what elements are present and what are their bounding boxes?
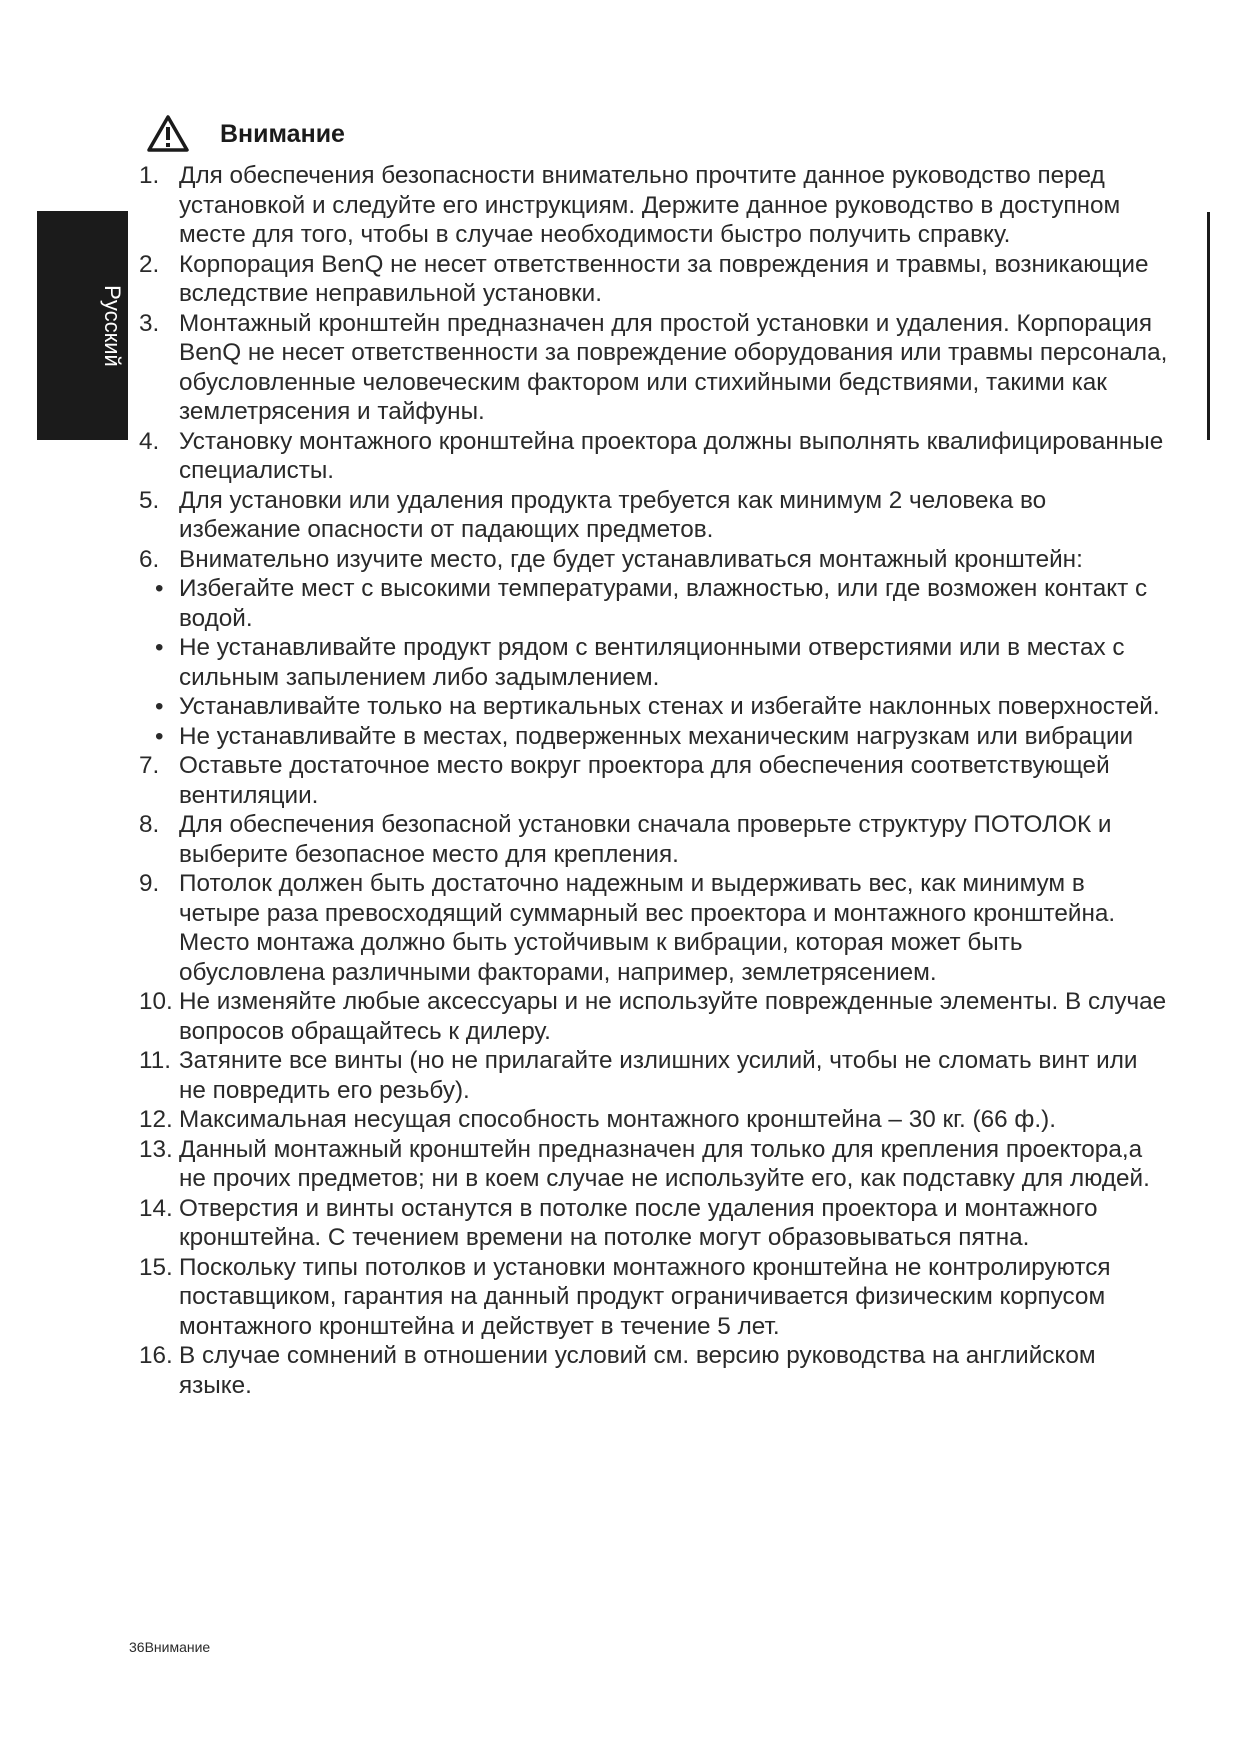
list-item: 10. Не изменяйте любые аксессуары и не используйте поврежденные элементы. В случае вопросов обращайтесь к дилеру.	[139, 988, 1167, 1045]
bullet-item: • Не устанавливайте в местах, подверженных механическим нагрузкам или вибрации	[139, 722, 1169, 752]
list-item: 8. Для обеспечения безопасной установки сначала проверьте структуру ПОТОЛОК и выберите безопасное место для крепления.	[139, 811, 1112, 868]
bullet-item: • Не устанавливайте продукт рядом с вентиляционными отверстиями или в местах с сильным запылением либо задымлением.	[139, 633, 1169, 692]
warning-triangle-icon	[146, 114, 190, 154]
list-item: 15. Поскольку типы потолков и установки монтажного кронштейна не контролируются поставщиком, гарантия на данный продукт ограничивается физическим корпусом монтажного кронштейна и действует в течение 5 лет.	[139, 1253, 1111, 1340]
list-item: 2. Корпорация BenQ не несет ответственности за повреждения и травмы, возникающие вследствие неправильной установки.	[139, 250, 1149, 307]
list-item: 5. Для установки или удаления продукта требуется как минимум 2 человека во избежание опасности от падающих предметов.	[139, 486, 1047, 543]
bullet-icon: •	[155, 693, 164, 720]
bullet-item: • Избегайте мест с высокими температурами, влажностью, или где возможен контакт с водой.	[139, 574, 1169, 633]
list-item: 7. Оставьте достаточное место вокруг проектора для обеспечения соответствующей вентиляции.	[139, 752, 1110, 809]
list-item: 4. Установку монтажного кронштейна проектора должны выполнять квалифицированные специалисты.	[139, 427, 1164, 484]
list-item: 6. Внимательно изучите место, где будет устанавливаться монтажный кронштейн:	[139, 545, 1083, 573]
bullet-icon: •	[155, 575, 164, 602]
page-title: Внимание	[220, 119, 345, 148]
list-item: 11. Затяните все винты (но не прилагайте излишних усилий, чтобы не сломать винт или не повредить его резьбу).	[139, 1047, 1138, 1104]
list-item: 13. Данный монтажный кронштейн предназначен для только для крепления проектора,а не прочих предметов; ни в коем случае не используйте его, как подставку для людей.	[139, 1135, 1150, 1192]
list-item: 9. Потолок должен быть достаточно надежным и выдерживать вес, как минимум в четыре раза превосходящий суммарный вес проектора и монтажного кронштейна. Место монтажа должно быть устойчивым к вибрации, которая может быть обусловлена различными факторами, например, землетрясением.	[139, 870, 1116, 986]
list-item: 1. Для обеспечения безопасности внимательно прочтите данное руководство перед установкой и следуйте его инструкциям. Держите данное руководство в доступном месте для того, чтобы в случае необходимости быстро получить справку.	[139, 162, 1121, 248]
bullet-item: • Устанавливайте только на вертикальных стенах и избегайте наклонных поверхностей.	[139, 692, 1169, 722]
language-tab-label: Русский	[100, 285, 125, 367]
warning-list	[139, 161, 1169, 1400]
list-item: 14. Отверстия и винты останутся в потолке после удаления проектора и монтажного кронштейна. С течением времени на потолке могут образовываться пятна.	[139, 1194, 1098, 1251]
right-edge-marker	[1207, 212, 1210, 440]
bullet-icon: •	[155, 722, 164, 750]
bullet-icon: •	[155, 634, 164, 661]
list-item: 3. Монтажный кронштейн предназначен для простой установки и удаления. Корпорация BenQ не несет ответственности за повреждение оборудования или травмы персонала, обусловленные человеческим фактором или стихийными бедствиями, такими как землетрясения и тайфуны.	[139, 309, 1168, 425]
warning-heading	[146, 114, 345, 154]
list-item: 12. Максимальная несущая способность монтажного кронштейна – 30 кг. (66 ф.).	[139, 1106, 1056, 1133]
page-footer: 36Внимание	[129, 1639, 211, 1655]
list-item: 16. В случае сомнений в отношении условий см. версию руководства на английском языке.	[139, 1342, 1096, 1399]
